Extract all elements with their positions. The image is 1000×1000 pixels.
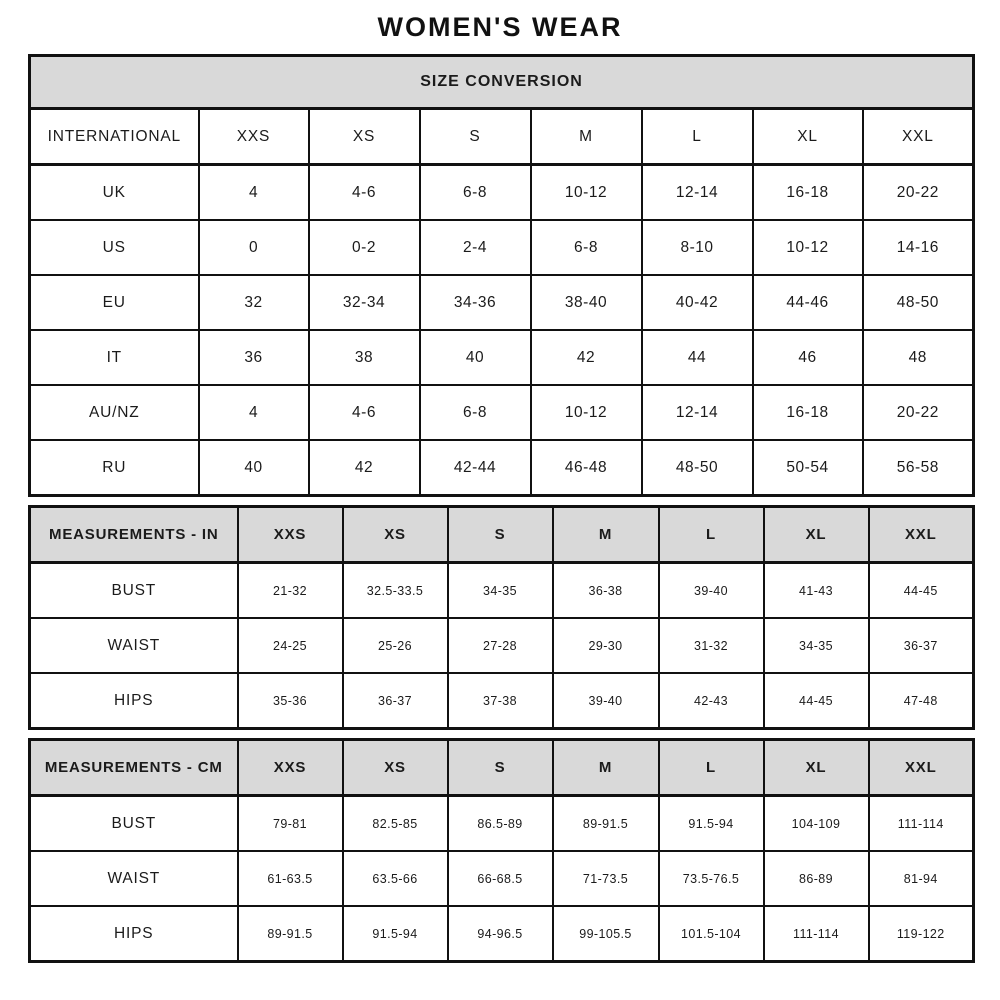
table-cell: 6-8 [531,220,642,275]
table-cell: 10-12 [753,220,863,275]
table-cell: 40-42 [642,275,753,330]
table-cell: 111-114 [869,796,974,852]
table-cell: 94-96.5 [448,906,553,962]
table-cell: 46 [753,330,863,385]
table-cell: 48-50 [642,440,753,496]
table-cell: 27-28 [448,618,553,673]
column-header: M [553,507,659,563]
table-cell: 8-10 [642,220,753,275]
table-cell: 44-46 [753,275,863,330]
table-cell: 71-73.5 [553,851,659,906]
table-cell: 16-18 [753,385,863,440]
table-cell: 12-14 [642,385,753,440]
table-row [30,618,974,673]
column-header: M [531,109,642,165]
table-cell: 66-68.5 [448,851,553,906]
column-header: XS [309,109,420,165]
row-label: WAIST [30,618,238,673]
table-cell: 14-16 [863,220,974,275]
measurements-in-title: MEASUREMENTS - IN [30,507,238,563]
table-cell: 12-14 [642,165,753,221]
table-cell: 10-12 [531,165,642,221]
table-cell: 50-54 [753,440,863,496]
table-cell: 44-45 [869,563,974,619]
column-header: INTERNATIONAL [30,109,199,165]
table-cell: 4-6 [309,165,420,221]
table-cell: 21-32 [238,563,343,619]
measurements-in-table [28,505,975,730]
table-title-row [30,56,974,109]
table-cell: 73.5-76.5 [659,851,764,906]
row-label: BUST [30,563,238,619]
table-cell: 32 [199,275,309,330]
table-cell: 6-8 [420,385,531,440]
column-header: XXS [199,109,309,165]
table-cell: 4 [199,385,309,440]
column-header: L [659,740,764,796]
table-cell: 81-94 [869,851,974,906]
column-header: S [420,109,531,165]
table-cell: 20-22 [863,165,974,221]
table-cell: 40 [420,330,531,385]
table-cell: 10-12 [531,385,642,440]
table-cell: 82.5-85 [343,796,448,852]
table-cell: 91.5-94 [343,906,448,962]
table-cell: 34-36 [420,275,531,330]
table-cell: 104-109 [764,796,869,852]
table-cell: 6-8 [420,165,531,221]
row-label: EU [30,275,199,330]
row-label: AU/NZ [30,385,199,440]
table-cell: 42-44 [420,440,531,496]
table-cell: 79-81 [238,796,343,852]
column-header: L [659,507,764,563]
row-label: RU [30,440,199,496]
table-cell: 38 [309,330,420,385]
row-label: HIPS [30,906,238,962]
size-conversion-title: SIZE CONVERSION [30,56,974,109]
table-cell: 119-122 [869,906,974,962]
column-header: M [553,740,659,796]
table-cell: 34-35 [448,563,553,619]
column-header: XL [753,109,863,165]
table-cell: 40 [199,440,309,496]
table-cell: 32.5-33.5 [343,563,448,619]
column-header: XXL [863,109,974,165]
table-row [30,440,974,496]
row-label: UK [30,165,199,221]
table-cell: 44-45 [764,673,869,729]
column-header: XL [764,507,869,563]
row-label: IT [30,330,199,385]
column-header-row [30,740,974,796]
table-cell: 36-37 [869,618,974,673]
table-cell: 63.5-66 [343,851,448,906]
table-cell: 39-40 [659,563,764,619]
column-header: XS [343,507,448,563]
column-header: XXS [238,507,343,563]
table-cell: 24-25 [238,618,343,673]
table-cell: 47-48 [869,673,974,729]
table-cell: 111-114 [764,906,869,962]
column-header: XXL [869,507,974,563]
table-cell: 37-38 [448,673,553,729]
table-cell: 89-91.5 [238,906,343,962]
table-cell: 48-50 [863,275,974,330]
table-cell: 2-4 [420,220,531,275]
table-cell: 86-89 [764,851,869,906]
table-cell: 86.5-89 [448,796,553,852]
row-label: BUST [30,796,238,852]
table-cell: 44 [642,330,753,385]
table-cell: 20-22 [863,385,974,440]
measurements-cm-title: MEASUREMENTS - CM [30,740,238,796]
measurements-cm-body [30,796,974,962]
column-header: S [448,740,553,796]
measurements-cm-table [28,738,975,963]
table-row [30,165,974,221]
table-cell: 35-36 [238,673,343,729]
table-cell: 4 [199,165,309,221]
measurements-in-body [30,563,974,729]
table-cell: 25-26 [343,618,448,673]
table-row [30,906,974,962]
table-cell: 39-40 [553,673,659,729]
column-header: XS [343,740,448,796]
table-cell: 101.5-104 [659,906,764,962]
size-conversion-body [30,165,974,496]
column-header: L [642,109,753,165]
column-header-row [30,507,974,563]
table-cell: 89-91.5 [553,796,659,852]
column-header: XXS [238,740,343,796]
table-cell: 99-105.5 [553,906,659,962]
column-header: XL [764,740,869,796]
table-row [30,796,974,852]
row-label: HIPS [30,673,238,729]
table-row [30,851,974,906]
table-cell: 32-34 [309,275,420,330]
table-cell: 38-40 [531,275,642,330]
table-cell: 36-37 [343,673,448,729]
table-cell: 36-38 [553,563,659,619]
row-label: US [30,220,199,275]
table-row [30,385,974,440]
table-cell: 46-48 [531,440,642,496]
column-header: XXL [869,740,974,796]
table-cell: 42 [531,330,642,385]
table-cell: 91.5-94 [659,796,764,852]
table-cell: 34-35 [764,618,869,673]
table-row [30,220,974,275]
column-header: S [448,507,553,563]
table-cell: 0 [199,220,309,275]
table-cell: 48 [863,330,974,385]
table-cell: 4-6 [309,385,420,440]
table-row [30,673,974,729]
table-cell: 42-43 [659,673,764,729]
size-conversion-table [28,54,975,497]
table-row [30,330,974,385]
table-cell: 56-58 [863,440,974,496]
table-cell: 29-30 [553,618,659,673]
table-cell: 31-32 [659,618,764,673]
table-cell: 41-43 [764,563,869,619]
table-cell: 42 [309,440,420,496]
table-cell: 36 [199,330,309,385]
table-cell: 16-18 [753,165,863,221]
table-row [30,275,974,330]
page-title: WOMEN'S WEAR [377,12,623,42]
row-label: WAIST [30,851,238,906]
column-header-row [30,109,974,165]
table-cell: 61-63.5 [238,851,343,906]
table-cell: 0-2 [309,220,420,275]
table-row [30,563,974,619]
